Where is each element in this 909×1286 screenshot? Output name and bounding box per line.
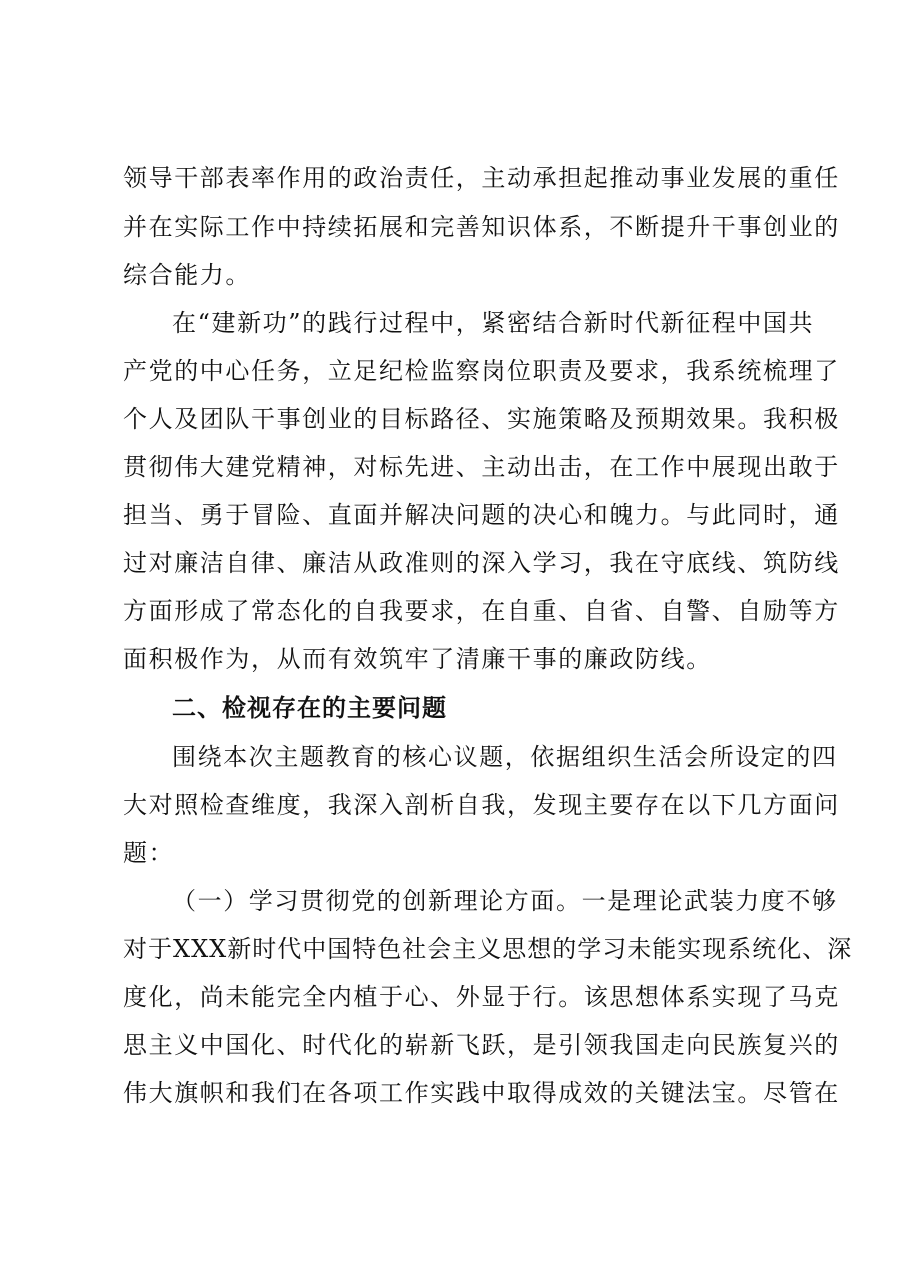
section-heading: 二、检视存在的主要问题	[172, 694, 447, 722]
paragraph-2-line-2: 产党的中心任务，立足纪检监察岗位职责及要求，我系统梳理了	[123, 357, 840, 385]
paragraph-2-line-3: 个人及团队干事创业的目标路径、实施策略及预期效果。我积极	[123, 405, 840, 433]
paragraph-3-line-1: 围绕本次主题教育的核心议题，依据组织生活会所设定的四	[172, 743, 838, 771]
paragraph-1-line-2: 并在实际工作中持续拓展和完善知识体系，不断提升干事创业的	[123, 213, 840, 241]
paragraph-1-line-1: 领导干部表率作用的政治责任，主动承担起推动事业发展的重任	[123, 164, 840, 192]
paragraph-4-line-4: 思主义中国化、时代化的崭新飞跃，是引领我国走向民族复兴的	[123, 1031, 840, 1059]
paragraph-4-line-1: （一）学习贯彻党的创新理论方面。一是理论武装力度不够	[172, 887, 838, 915]
paragraph-1-line-3: 综合能力。	[123, 261, 251, 289]
paragraph-2-line-8: 面积极作为，从而有效筑牢了清廉干事的廉政防线。	[123, 645, 712, 673]
paragraph-2-line-1: 在“建新功”的践行过程中，紧密结合新时代新征程中国共	[172, 309, 815, 337]
paragraph-4-line-3: 度化，尚未能完全内植于心、外显于行。该思想体系实现了马克	[123, 983, 840, 1011]
paragraph-2-line-4: 贯彻伟大建党精神，对标先进、主动出击，在工作中展现出敢于	[123, 453, 840, 481]
paragraph-2-line-6: 过对廉洁自律、廉洁从政准则的深入学习，我在守底线、筑防线	[123, 549, 840, 577]
paragraph-2-line-7: 方面形成了常态化的自我要求，在自重、自省、自警、自励等方	[123, 597, 840, 625]
paragraph-3-line-2: 大对照检查维度，我深入剖析自我，发现主要存在以下几方面问	[123, 791, 840, 819]
paragraph-4-line-5: 伟大旗帜和我们在各项工作实践中取得成效的关键法宝。尽管在	[123, 1079, 840, 1107]
paragraph-2-line-5: 担当、勇于冒险、直面并解决问题的决心和魄力。与此同时，通	[123, 501, 840, 529]
paragraph-3-line-3: 题：	[123, 839, 175, 867]
paragraph-4-line-2: 对于XXX新时代中国特色社会主义思想的学习未能实现系统化、深	[123, 935, 853, 963]
